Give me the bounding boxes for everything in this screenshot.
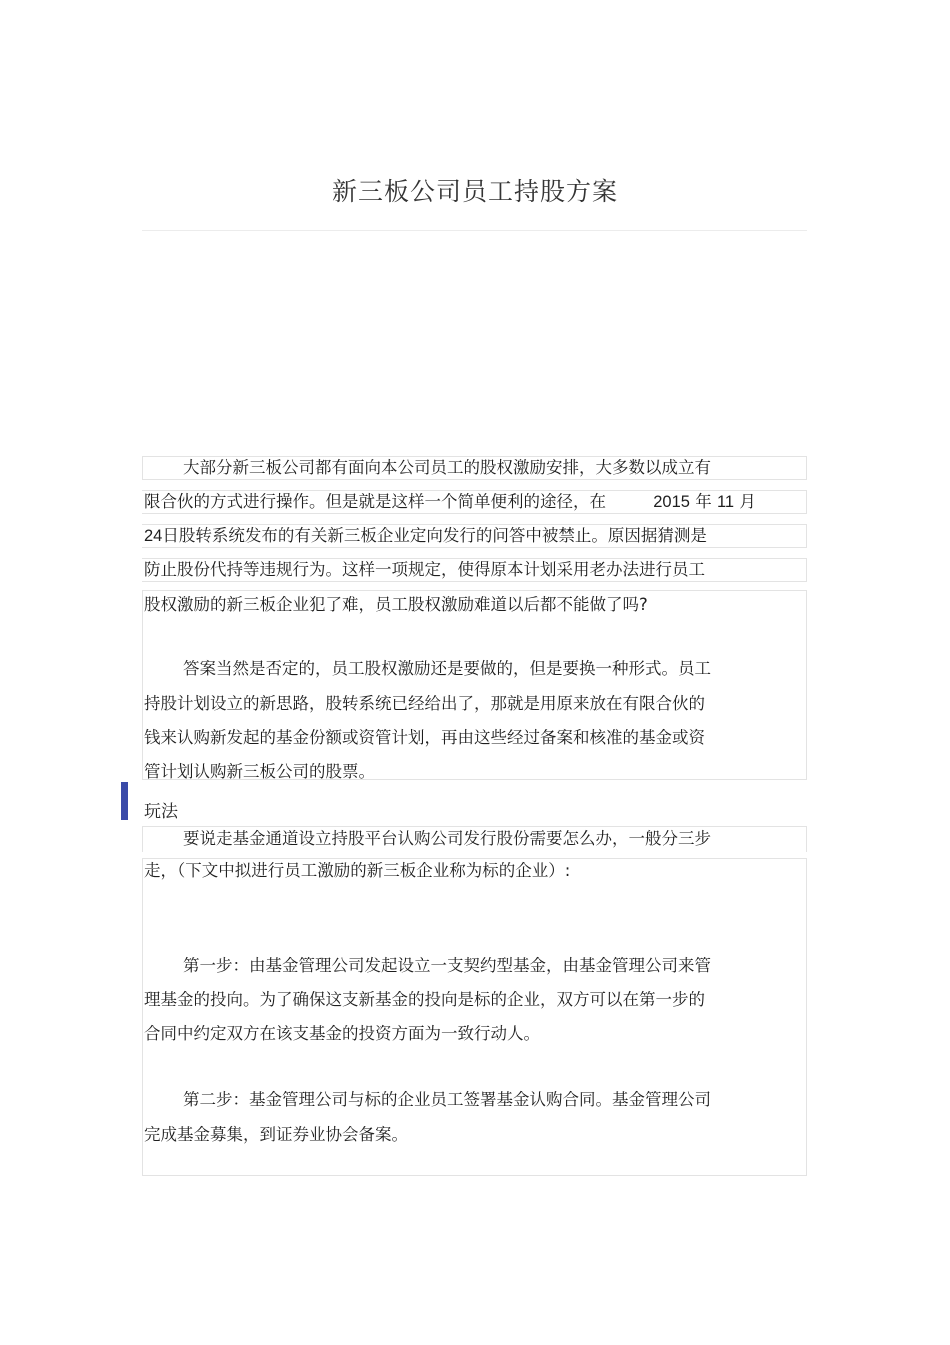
document-title: 新三板公司员工持股方案 xyxy=(331,177,618,206)
paragraph-2-line-3: 钱来认购新发起的基金份额或资管计划，再由这些经过备案和核准的基金或资 xyxy=(144,728,705,747)
step-1-line-1: 第一步：由基金管理公司发起设立一支契约型基金，由基金管理公司来管 xyxy=(183,956,711,975)
section-accent-bar xyxy=(121,782,128,820)
step-2-line-1: 第二步：基金管理公司与标的企业员工签署基金认购合同。基金管理公司 xyxy=(183,1090,711,1109)
paragraph-1-line-2-text: 限合伙的方式进行操作。但是就是这样一个简单便利的途径，在 xyxy=(144,492,606,511)
title-divider xyxy=(142,230,807,231)
paragraph-3-line-2: 走，（下文中拟进行员工激励的新三板企业称为标的企业）: xyxy=(144,861,571,880)
paragraph-3-line-1: 要说走基金通道设立持股平台认购公司发行股份需要怎么办，一般分三步 xyxy=(183,829,711,848)
year-value: 2015 xyxy=(653,493,690,511)
paragraph-1-line-3 xyxy=(144,525,707,547)
step-1-line-3: 合同中约定双方在该支基金的投资方面为一致行动人。 xyxy=(144,1024,540,1043)
section-heading: 玩法 xyxy=(144,802,178,822)
paragraph-1-line-2 xyxy=(144,491,756,513)
year-unit: 年 xyxy=(695,492,712,511)
paragraph-1-line-1: 大部分新三板公司都有面向本公司员工的股权激励安排，大多数以成立有 xyxy=(183,458,711,477)
paragraph-2-line-4: 管计划认购新三板公司的股票。 xyxy=(144,762,375,781)
month-value: 11 xyxy=(716,493,735,511)
paragraph-1-line-4: 防止股份代持等违规行为。这样一项规定，使得原本计划采用老办法进行员工 xyxy=(144,560,705,579)
step-1-line-2: 理基金的投向。为了确保这支新基金的投向是标的企业，双方可以在第一步的 xyxy=(144,990,705,1009)
cell-border-5 xyxy=(142,590,807,780)
paragraph-1-line-3-text: 日股转系统发布的有关新三板企业定向发行的问答中被禁止。原因据猜测是 xyxy=(162,526,707,545)
day-value: 24 xyxy=(144,527,163,545)
paragraph-1-line-5: 股权激励的新三板企业犯了难，员工股权激励难道以后都不能做了吗? xyxy=(144,595,648,614)
paragraph-2-line-1: 答案当然是否定的，员工股权激励还是要做的，但是要换一种形式。员工 xyxy=(183,659,711,678)
paragraph-2-line-2: 持股计划设立的新思路，股转系统已经给出了，那就是用原来放在有限合伙的 xyxy=(144,694,705,713)
month-unit: 月 xyxy=(739,492,756,511)
step-2-line-2: 完成基金募集，到证券业协会备案。 xyxy=(144,1125,408,1144)
